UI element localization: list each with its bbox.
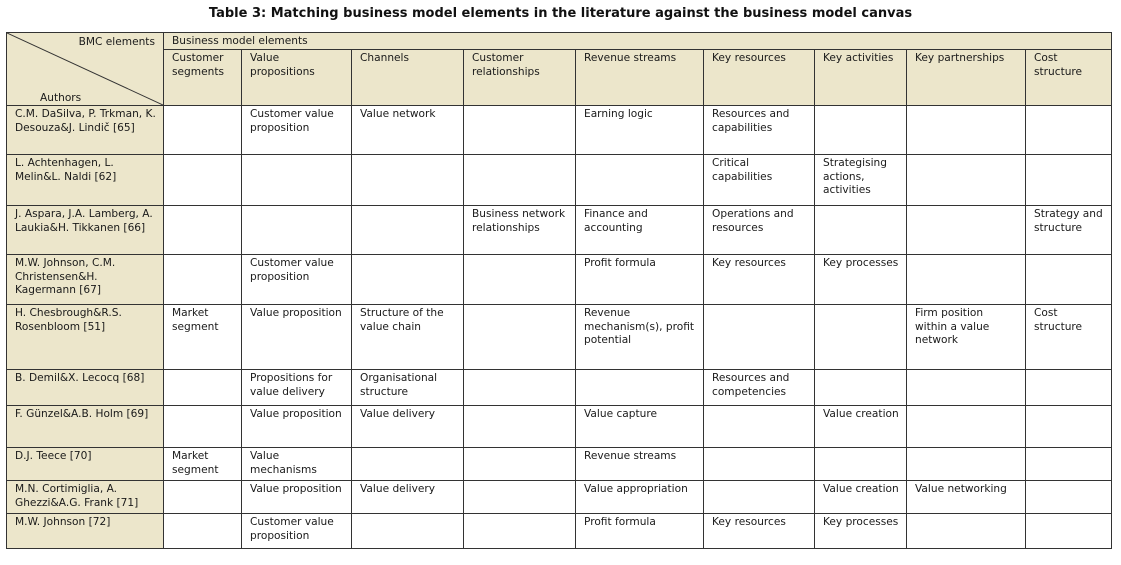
table-cell: Value proposition <box>242 406 352 448</box>
table-cell <box>576 370 704 406</box>
table-cell <box>1026 406 1112 448</box>
table-cell: Customer value proposition <box>242 106 352 155</box>
table-cell: Key processes <box>815 514 907 549</box>
table-cell: Value mechanisms <box>242 448 352 481</box>
table-cell: Value capture <box>576 406 704 448</box>
bmc-comparison-table <box>6 32 1112 549</box>
table-cell: Market segment <box>164 448 242 481</box>
corner-bmc-label: BMC elements <box>78 36 155 48</box>
table-cell: Value networking <box>907 481 1026 514</box>
table-cell <box>1026 106 1112 155</box>
author-cell: J. Aspara, J.A. Lamberg, A. Laukia&H. Tikkanen [66] <box>7 206 164 255</box>
group-header-row <box>7 33 1112 50</box>
table-cell: Market segment <box>164 305 242 370</box>
table-cell <box>352 514 464 549</box>
table-cell <box>164 406 242 448</box>
table-cell <box>164 481 242 514</box>
table-cell: Finance and accounting <box>576 206 704 255</box>
table-caption: Table 3: Matching business model elements in the literature against the business model canvas <box>208 6 913 21</box>
author-cell: F. Günzel&A.B. Holm [69] <box>7 406 164 448</box>
corner-header-cell <box>7 33 164 106</box>
author-cell: B. Demil&X. Lecocq [68] <box>7 370 164 406</box>
table-cell <box>907 370 1026 406</box>
column-header: Revenue streams <box>576 50 704 106</box>
table-cell <box>464 305 576 370</box>
table-cell <box>815 106 907 155</box>
table-cell: Propositions for value delivery <box>242 370 352 406</box>
table-cell: Revenue mechanism(s), profit potential <box>576 305 704 370</box>
table-cell: Profit formula <box>576 514 704 549</box>
table-cell <box>907 448 1026 481</box>
table-row <box>7 255 1112 305</box>
table-cell <box>164 206 242 255</box>
table-cell <box>464 448 576 481</box>
table-cell: Firm position within a value network <box>907 305 1026 370</box>
table-cell <box>164 370 242 406</box>
table-cell: Value proposition <box>242 481 352 514</box>
table-cell: Value delivery <box>352 406 464 448</box>
table-cell: Cost structure <box>1026 305 1112 370</box>
table-cell <box>464 481 576 514</box>
table-cell: Value network <box>352 106 464 155</box>
table-cell <box>907 255 1026 305</box>
table-row <box>7 481 1112 514</box>
table-cell: Value appropriation <box>576 481 704 514</box>
table-cell: Customer value proposition <box>242 514 352 549</box>
column-header: Key resources <box>704 50 815 106</box>
table-row <box>7 370 1112 406</box>
table-row <box>7 406 1112 448</box>
table-cell <box>1026 155 1112 206</box>
table-cell <box>1026 370 1112 406</box>
table-row <box>7 155 1112 206</box>
table-row <box>7 448 1112 481</box>
table-cell: Value creation <box>815 406 907 448</box>
table-cell <box>815 206 907 255</box>
table-cell <box>1026 481 1112 514</box>
table-cell: Value delivery <box>352 481 464 514</box>
table-cell: Strategising actions, activities <box>815 155 907 206</box>
table-cell <box>164 155 242 206</box>
column-header: Customer segments <box>164 50 242 106</box>
table-cell: Operations and resources <box>704 206 815 255</box>
table-cell <box>907 406 1026 448</box>
table-cell <box>464 155 576 206</box>
author-cell: C.M. DaSilva, P. Trkman, K. Desouza&J. Lindič [65] <box>7 106 164 155</box>
table-cell <box>907 206 1026 255</box>
table-cell <box>352 155 464 206</box>
table-cell <box>164 255 242 305</box>
table-cell: Resources and competencies <box>704 370 815 406</box>
table-cell <box>815 370 907 406</box>
table-cell: Strategy and structure <box>1026 206 1112 255</box>
table-cell <box>352 448 464 481</box>
table-cell <box>704 406 815 448</box>
table-cell: Structure of the value chain <box>352 305 464 370</box>
author-cell: D.J. Teece [70] <box>7 448 164 481</box>
table-cell <box>815 448 907 481</box>
group-header: Business model elements <box>164 33 1112 50</box>
table-row <box>7 305 1112 370</box>
column-header-row <box>7 50 1112 106</box>
table-cell: Key resources <box>704 514 815 549</box>
table-cell <box>464 106 576 155</box>
table-cell: Key resources <box>704 255 815 305</box>
table-row <box>7 206 1112 255</box>
table-cell: Resources and capabilities <box>704 106 815 155</box>
table-cell <box>164 106 242 155</box>
table-cell <box>704 481 815 514</box>
table-cell: Critical capabilities <box>704 155 815 206</box>
table-cell: Customer value proposition <box>242 255 352 305</box>
table-cell <box>704 305 815 370</box>
table-cell: Key processes <box>815 255 907 305</box>
author-cell: M.N. Cortimiglia, A. Ghezzi&A.G. Frank [71] <box>7 481 164 514</box>
table-cell <box>907 155 1026 206</box>
table-cell: Value creation <box>815 481 907 514</box>
table-row <box>7 106 1112 155</box>
table-cell <box>704 448 815 481</box>
author-cell: H. Chesbrough&R.S. Rosenbloom [51] <box>7 305 164 370</box>
table-cell <box>464 255 576 305</box>
column-header: Key partnerships <box>907 50 1026 106</box>
table-cell <box>352 206 464 255</box>
table-cell <box>464 370 576 406</box>
table-cell <box>907 106 1026 155</box>
table-row <box>7 514 1112 549</box>
table-cell <box>464 514 576 549</box>
author-cell: M.W. Johnson, C.M. Christensen&H. Kagermann [67] <box>7 255 164 305</box>
column-header: Key activities <box>815 50 907 106</box>
table-cell: Business network relationships <box>464 206 576 255</box>
table-cell <box>352 255 464 305</box>
table-cell <box>1026 255 1112 305</box>
table-cell <box>1026 514 1112 549</box>
table-cell <box>164 514 242 549</box>
table-cell: Earning logic <box>576 106 704 155</box>
table-cell: Revenue streams <box>576 448 704 481</box>
column-header: Value propositions <box>242 50 352 106</box>
table-cell <box>464 406 576 448</box>
table-cell: Value proposition <box>242 305 352 370</box>
table-cell <box>907 514 1026 549</box>
table-cell: Organisational structure <box>352 370 464 406</box>
table-cell <box>815 305 907 370</box>
author-cell: L. Achtenhagen, L. Melin&L. Naldi [62] <box>7 155 164 206</box>
table-cell <box>242 206 352 255</box>
column-header: Channels <box>352 50 464 106</box>
table-cell <box>1026 448 1112 481</box>
table-cell: Profit formula <box>576 255 704 305</box>
table-cell <box>242 155 352 206</box>
column-header: Customer relationships <box>464 50 576 106</box>
corner-authors-label: Authors <box>40 91 82 104</box>
table-cell <box>576 155 704 206</box>
column-header: Cost structure <box>1026 50 1112 106</box>
author-cell: M.W. Johnson [72] <box>7 514 164 549</box>
